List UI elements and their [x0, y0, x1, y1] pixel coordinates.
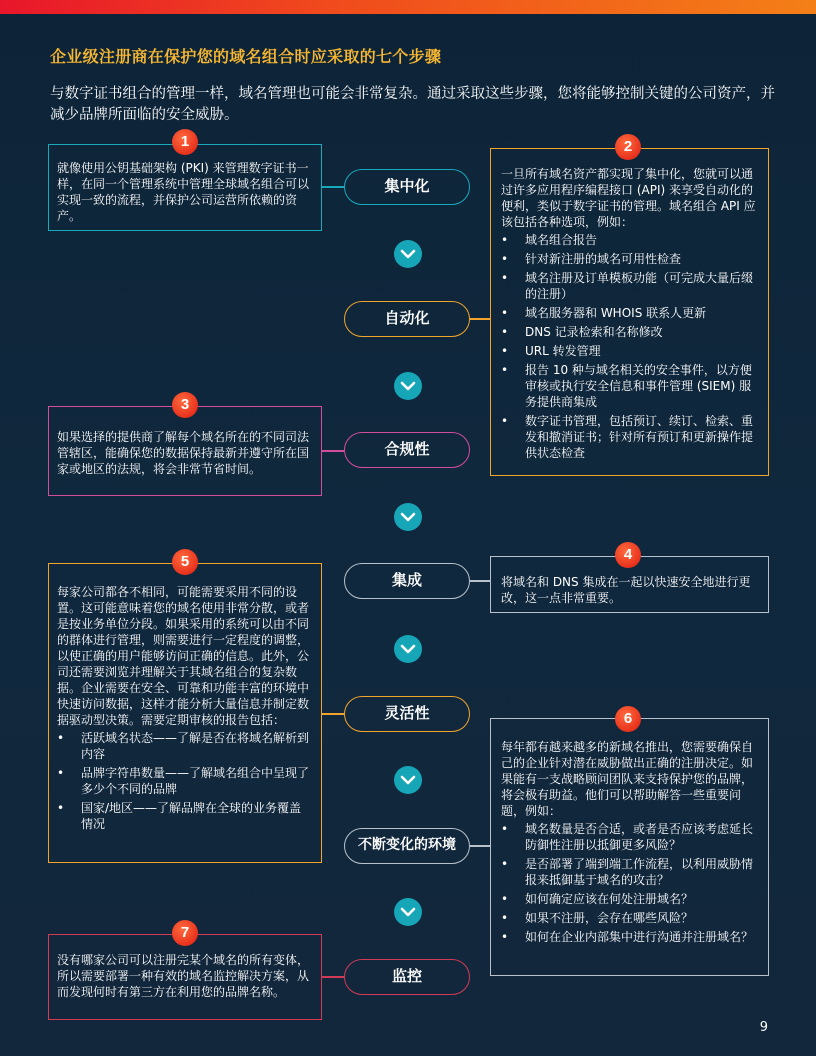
step-2-box: [490, 148, 769, 476]
list-item: • 报告 10 种与域名相关的安全事件，以方便审核或执行安全信息和事件管理 (SIEM) 服务提供商集成: [525, 362, 758, 410]
list-item: • 针对新注册的域名可用性检查: [525, 251, 758, 267]
step-5-badge: 5: [172, 549, 198, 575]
list-item: • 数字证书管理，包括预订、续订、检索、重发和撤消证书；针对所有预订和更新操作提供状态检查: [525, 413, 758, 461]
chevron-down-icon: [394, 503, 422, 531]
step-6-text: 每年都有越来越多的新域名推出，您需要确保自己的企业针对潜在威胁做出正确的注册决定。如果能有一支战略顾问团队来支持保护您的品牌，将会极有助益。他们可以帮助解答一些重要问题，例如：: [501, 740, 754, 818]
list-item: • 是否部署了端到端工作流程，以利用威胁情报来抵御基于域名的攻击？: [525, 856, 758, 888]
list-item: • 品牌字符串数量——了解域名组合中呈现了多少个不同的品牌: [81, 765, 311, 797]
step-3-connector: [322, 450, 344, 452]
step-1-connector: [322, 186, 344, 188]
step-6-badge: 6: [615, 706, 641, 732]
step-5-list: [57, 730, 311, 832]
step-1-badge: 1: [172, 129, 198, 155]
step-3-badge: 3: [172, 392, 198, 418]
step-1-box: [48, 144, 322, 231]
intro-paragraph: 与数字证书组合的管理一样，域名管理也可能会非常复杂。通过采取这些步骤，您将能够控制关键的公司资产，并减少品牌所面临的安全威胁。: [50, 86, 775, 123]
chevron-down-icon: [394, 372, 422, 400]
list-item: • 域名数量是否合适，或者是否应该考虑延长防御性注册以抵御更多风险？: [525, 821, 758, 853]
step-5-connector: [322, 713, 344, 715]
step-6-connector: [470, 845, 490, 847]
list-item: • 如何确定应该在何处注册域名？: [525, 891, 758, 907]
list-item: • 活跃域名状态——了解是否在将域名解析到内容: [81, 730, 311, 762]
pill-changing-environment: 不断变化的环境: [344, 828, 470, 864]
step-2-badge: 2: [615, 134, 641, 160]
list-item: • URL 转发管理: [525, 343, 758, 359]
step-6-list: [501, 821, 758, 945]
chevron-down-icon: [394, 766, 422, 794]
step-7-connector: [322, 976, 344, 978]
step-4-badge: 4: [615, 542, 641, 568]
pill-integration: 集成: [344, 563, 470, 599]
step-6-box: [490, 718, 769, 976]
step-4-connector: [470, 580, 490, 582]
chevron-down-icon: [394, 898, 422, 926]
pill-compliance: 合规性: [344, 432, 470, 468]
list-item: • 国家/地区——了解品牌在全球的业务覆盖情况: [81, 800, 311, 832]
pill-flexibility: 灵活性: [344, 696, 470, 732]
list-item: • 域名注册及订单模板功能（可完成大量后缀的注册）: [525, 270, 758, 302]
step-2-list: [501, 232, 758, 461]
step-2-text: 一旦所有域名资产都实现了集中化，您就可以通过许多应用程序编程接口 (API) 来享受自动化的便利，类似于数字证书的管理。域名组合 API 应该包括各种选项，例如：: [501, 167, 756, 229]
pill-monitoring: 监控: [344, 959, 470, 995]
step-7-box: [48, 934, 322, 1020]
list-item: • DNS 记录检索和名称修改: [525, 324, 758, 340]
step-1-text: 就像使用公钥基础架构 (PKI) 来管理数字证书一样，在同一个管理系统中管理全球域名组合可以实现一致的流程，并保护公司运营所依赖的资产。: [57, 161, 310, 223]
chevron-down-icon: [394, 240, 422, 268]
page-number: 9: [759, 1020, 768, 1035]
page-title: 企业级注册商在保护您的域名组合时应采取的七个步骤: [50, 47, 442, 66]
step-7-badge: 7: [172, 920, 198, 946]
chevron-down-icon: [394, 635, 422, 663]
pill-centralization: 集中化: [344, 169, 470, 205]
step-3-text: 如果选择的提供商了解每个域名所在的不同司法管辖区，能确保您的数据保持最新并遵守所在国家或地区的法规，将会非常节省时间。: [57, 430, 310, 476]
pill-automation: 自动化: [344, 301, 470, 337]
step-5-text: 每家公司都各不相同，可能需要采用不同的设置。这可能意味着您的域名使用非常分散，或者是按业务单位分段。如果采用的系统可以由不同的群体进行管理，则需要进行一定程度的调整，以使正确的用户能够访问正确的信息。此外，公司还需要浏览并理解关于其域名组合的复杂数据。企业需要在安全、可靠和功能丰富的环境中快速访问数据，这样才能分析大量信息并制定数据驱动型决策。需要定期审核的报告包括：: [57, 585, 310, 727]
list-item: • 如果不注册，会存在哪些风险？: [525, 910, 758, 926]
list-item: • 域名服务器和 WHOIS 联系人更新: [525, 305, 758, 321]
list-item: • 域名组合报告: [525, 232, 758, 248]
step-2-connector: [470, 318, 490, 320]
step-4-text: 将域名和 DNS 集成在一起以快速安全地进行更改，这一点非常重要。: [501, 575, 751, 605]
step-3-box: [48, 406, 322, 496]
step-5-box: [48, 563, 322, 863]
step-7-text: 没有哪家公司可以注册完某个域名的所有变体，所以需要部署一种有效的域名监控解决方案，从而发现何时有第三方在利用您的品牌名称。: [57, 953, 310, 999]
top-gradient-bar: [0, 0, 816, 14]
list-item: • 如何在企业内部集中进行沟通并注册域名？: [525, 929, 758, 945]
